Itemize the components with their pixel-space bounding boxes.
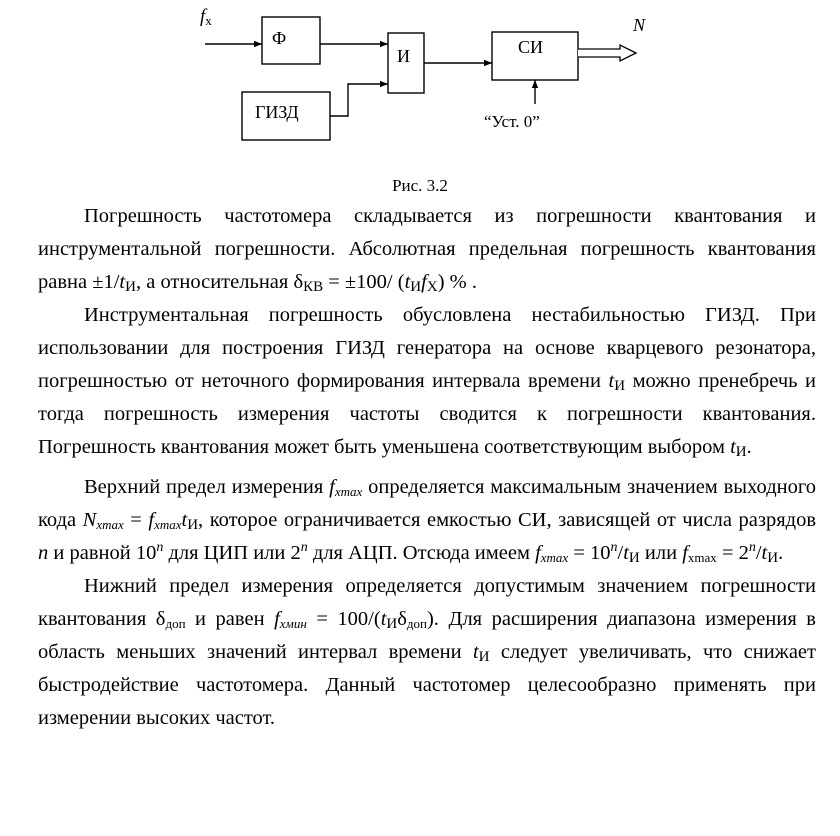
reset-label: “Уст. 0”: [484, 112, 540, 131]
paragraph-1: Погрешность частотомера складывается из погрешности квантования и инструментальной погрешности. Абсолютная предельная погрешность квантования равна $\pm 1/t_И$, а относительная $\delta_{КВ} = \pm 100/$ $(t_Иf_X)$ % .: [38, 205, 816, 295]
block-interval-generator-label: ГИЗД: [255, 102, 299, 122]
output-bus-arrow: [578, 45, 636, 61]
input-label: fx: [200, 6, 212, 28]
block-filter: [262, 17, 320, 64]
body-text: [38, 200, 816, 735]
block-counter-label: СИ: [518, 37, 544, 57]
figure-caption: Рис. 3.2: [392, 176, 448, 195]
output-label: N: [633, 15, 646, 35]
generator-to-gate-arrow: [330, 84, 388, 116]
block-filter-label: Ф: [272, 28, 287, 48]
paragraph-3: Верхний предел измерения $f_{xmax}$ определяется максимальным значением выходного кода $N_{xmax} = f_{xmax}t_И$, которое ограничивается емкостью СИ, зависящей от числа разрядов n и равной 10$^n$ для ЦИП или 2$^n$ для АЦП. Отсюда имеем $f_{xmax} = 10^n/t_И$ или $f_{xmax} = 2^n/t_И$.: [38, 476, 817, 566]
block-diagram: [0, 0, 840, 170]
block-gate-label: И: [397, 46, 410, 66]
paragraph-2: Инструментальная погрешность обусловлена нестабильностью ГИЗД. При использовании для построения ГИЗД генератора на основе кварцевого резонатора, погрешностью от неточного формирования интервала времени $t_И$ можно пренебречь и тогда погрешность измерения частоты сводится к погрешности квантования. Погрешность квантования может быть уменьшена соответствующим выбором $t_И$.: [38, 304, 816, 460]
paragraph-4: Нижний предел измерения определяется допустимым значением погрешности квантования $\delta_{доп}$ и равен $f_{хмин} = 100/(t_И\delta_{доп})$. Для расширения диапазона измерения в область меньших значений интервал времени $t_И$ следует увеличивать, что снижает быстродействие частотомера. Данный частотомер целесообразно применять при измерении высоких частот.: [38, 575, 816, 729]
